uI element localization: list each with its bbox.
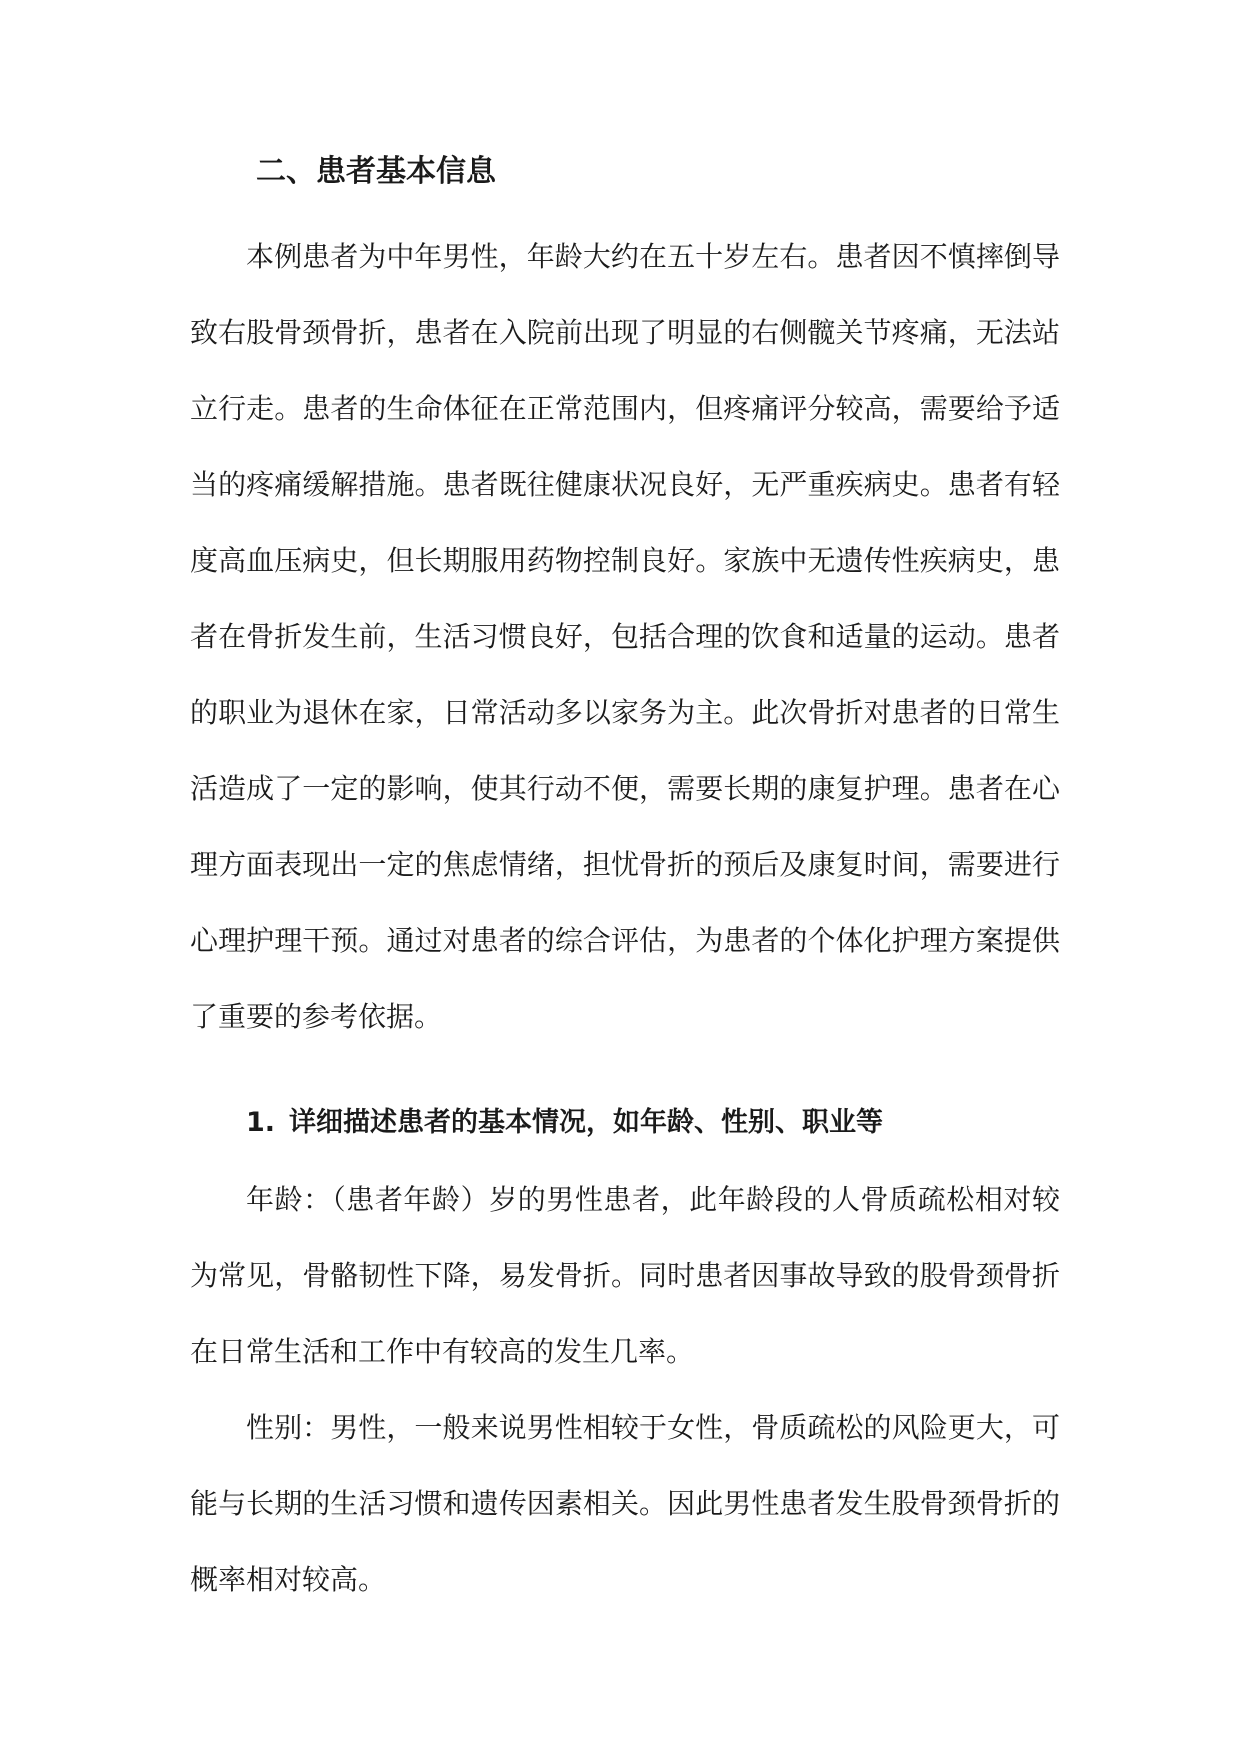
subsection-title: 详细描述患者的基本情况，如年龄、性别、职业等 [289, 1107, 884, 1138]
patient-info-paragraph: 本例患者为中年男性，年龄大约在五十岁左右。患者因不慎摔倒导致右股骨颈骨折，患者在入院前出现了明显的右侧髋关节疼痛，无法站立行走。患者的生命体征在正常范围内，但疼痛评分较高，需要给予适当的疼痛缓解措施。患者既往健康状况良好，无严重疾病史。患者有轻度高血压病史，但长期服用药物控制良好。家族中无遗传性疾病史，患者在骨折发生前，生活习惯良好，包括合理的饮食和适量的运动。患者的职业为退休在家，日常活动多以家务为主。此次骨折对患者的日常生活造成了一定的影响，使其行动不便，需要长期的康复护理。患者在心理方面表现出一定的焦虑情绪，担忧骨折的预后及康复时间，需要进行心理护理干预。通过对患者的综合评估，为患者的个体化护理方案提供了重要的参考依据。 [190, 240, 1060, 1033]
gender-paragraph: 性别：男性，一般来说男性相较于女性，骨质疏松的风险更大，可能与长期的生活习惯和遗传因素相关。因此男性患者发生股骨颈骨折的概率相对较高。 [190, 1411, 1060, 1596]
subsection-heading [246, 1103, 883, 1143]
age-paragraph: 年龄：（患者年龄）岁的男性患者，此年龄段的人骨质疏松相对较为常见，骨骼韧性下降，易发骨折。同时患者因事故导致的股骨颈骨折在日常生活和工作中有较高的发生几率。 [190, 1183, 1060, 1368]
section-heading: 二、患者基本信息 [256, 154, 496, 189]
subsection-number: 1. [246, 1107, 276, 1138]
